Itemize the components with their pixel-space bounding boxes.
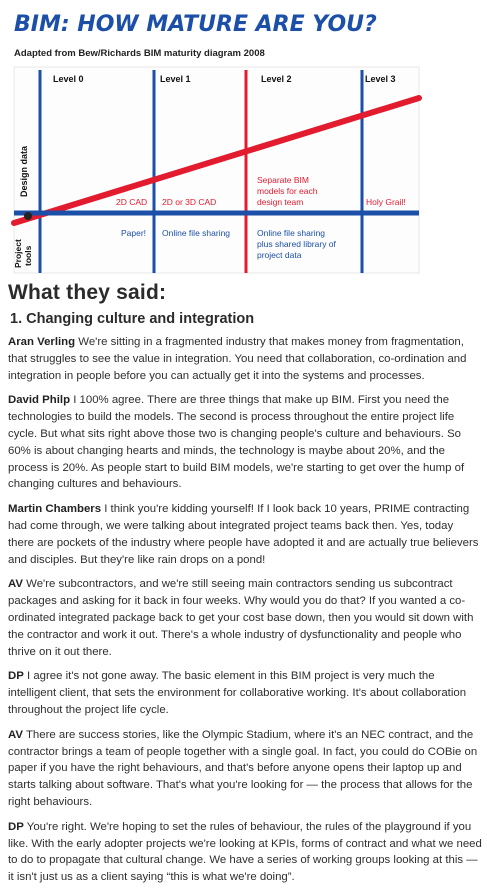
article-heading: What they said: (8, 281, 167, 304)
tool-label-l2-line1: Online file sharing (257, 228, 326, 238)
level1-label: Level 1 (160, 74, 191, 84)
speaker-name: DP (8, 670, 24, 683)
paragraph (8, 334, 482, 384)
design-label-l2-line1: Separate BIM (257, 175, 309, 185)
design-label-l2-line3: design team (257, 197, 304, 207)
diagram-frame (14, 67, 419, 273)
design-label-l0: 2D CAD (116, 197, 148, 207)
paragraph-text: I think you're kidding yourself! If I look back 10 years, PRIME contracting had come through, we were talking about integrated project teams back then. Yes, today there are pockets of the industry where people have adopted it and are actually true believers and disciples. But they're like rain drops on a pond! (8, 503, 479, 566)
article (8, 281, 482, 894)
tool-label-l0: Paper! (121, 228, 147, 238)
axis-project-line2: tools (23, 245, 33, 266)
diagram-title: BIM: HOW MATURE ARE YOU? (14, 12, 377, 37)
paragraph (8, 576, 482, 660)
origin-marker (24, 212, 32, 220)
speaker-name: Aran Verling (8, 336, 76, 348)
paragraph-text: There are success stories, like the Olympic Stadium, where it's an NEC contract, and the contractor brings a team of people together with a single goal. In fact, you could do COBie on paper if you have the right behaviours, and that's before anyone opens their laptop up and starts talking about software. That's what you're looking for — the process that allows for the right behaviours. (8, 728, 478, 808)
level2-label: Level 2 (261, 74, 292, 84)
paragraph-text: We're sitting in a fragmented industry that makes money from fragmentation, that struggles to see the value in integration. You need that collaboration, co-ordination and integration in people before you can actually get it into the systems and processes. (8, 336, 467, 382)
paragraph (8, 668, 482, 718)
speaker-name: Martin Chambers (8, 503, 102, 516)
bim-maturity-diagram (0, 0, 487, 278)
level3-label: Level 3 (365, 74, 396, 84)
paragraph (8, 727, 482, 811)
speaker-name: AV (8, 728, 23, 741)
speaker-name: David Philp (8, 394, 71, 407)
speaker-name: AV (8, 578, 23, 591)
article-subheading: 1. Changing culture and integration (10, 311, 255, 327)
paragraph-text: We're subcontractors, and we're still seeing main contractors sending us subcontract packages and asking for it back in four weeks. Why would you do that? If you wanted a co-ordinated integrated package back to get your cost base down, then you would sit down with the contractor and work it out. There's a whole industry of dysfunctionality and people who thrive on it out there. (8, 578, 474, 658)
paragraph-text: You're right. We're hoping to set the rules of behaviour, the rules of the playground if you like. With the early adopter projects we're looking at KPIs, forms of contract and what we need to do to propagate that cultural change. We have a series of working groups looking at this — it isn't just us as a client saying “this is what we're doing”. (8, 820, 482, 884)
diagram-canvas (0, 0, 487, 278)
design-label-l1: 2D or 3D CAD (162, 197, 217, 207)
tool-label-l1: Online file sharing (162, 228, 231, 238)
design-label-l3: Holy Grail! (366, 197, 406, 207)
tool-label-l2-line3: project data (257, 250, 302, 260)
axis-design-data: Design data (19, 145, 29, 197)
level0-label: Level 0 (53, 74, 84, 84)
paragraph (8, 819, 482, 886)
diagram-subtitle: Adapted from Bew/Richards BIM maturity diagram 2008 (14, 48, 265, 59)
tool-label-l2-line2: plus shared library of (257, 239, 336, 249)
paragraph-text: I agree it's not gone away. The basic element in this BIM project is very much the intelligent client, that sets the environment for collaborative working. It's about collaboration throughout the project life cycle. (8, 670, 467, 716)
design-label-l2-line2: models for each (257, 186, 318, 196)
paragraph (8, 392, 482, 493)
paragraph-text: I 100% agree. There are three things that make up BIM. First you need the technologies to build the models. The second is process throughout the entire project life cycle. But what sits right above those two is changing people's culture and behaviours. So 60% is about changing hearts and minds, the technology is maybe about 20%, and the process is 20%. As people start to build BIM models, we're starting to get over the hump of changing cultures and behaviours. (8, 394, 465, 491)
speaker-name: DP (8, 820, 24, 833)
paragraph (8, 501, 482, 568)
axis-project-line1: Project (13, 239, 23, 268)
